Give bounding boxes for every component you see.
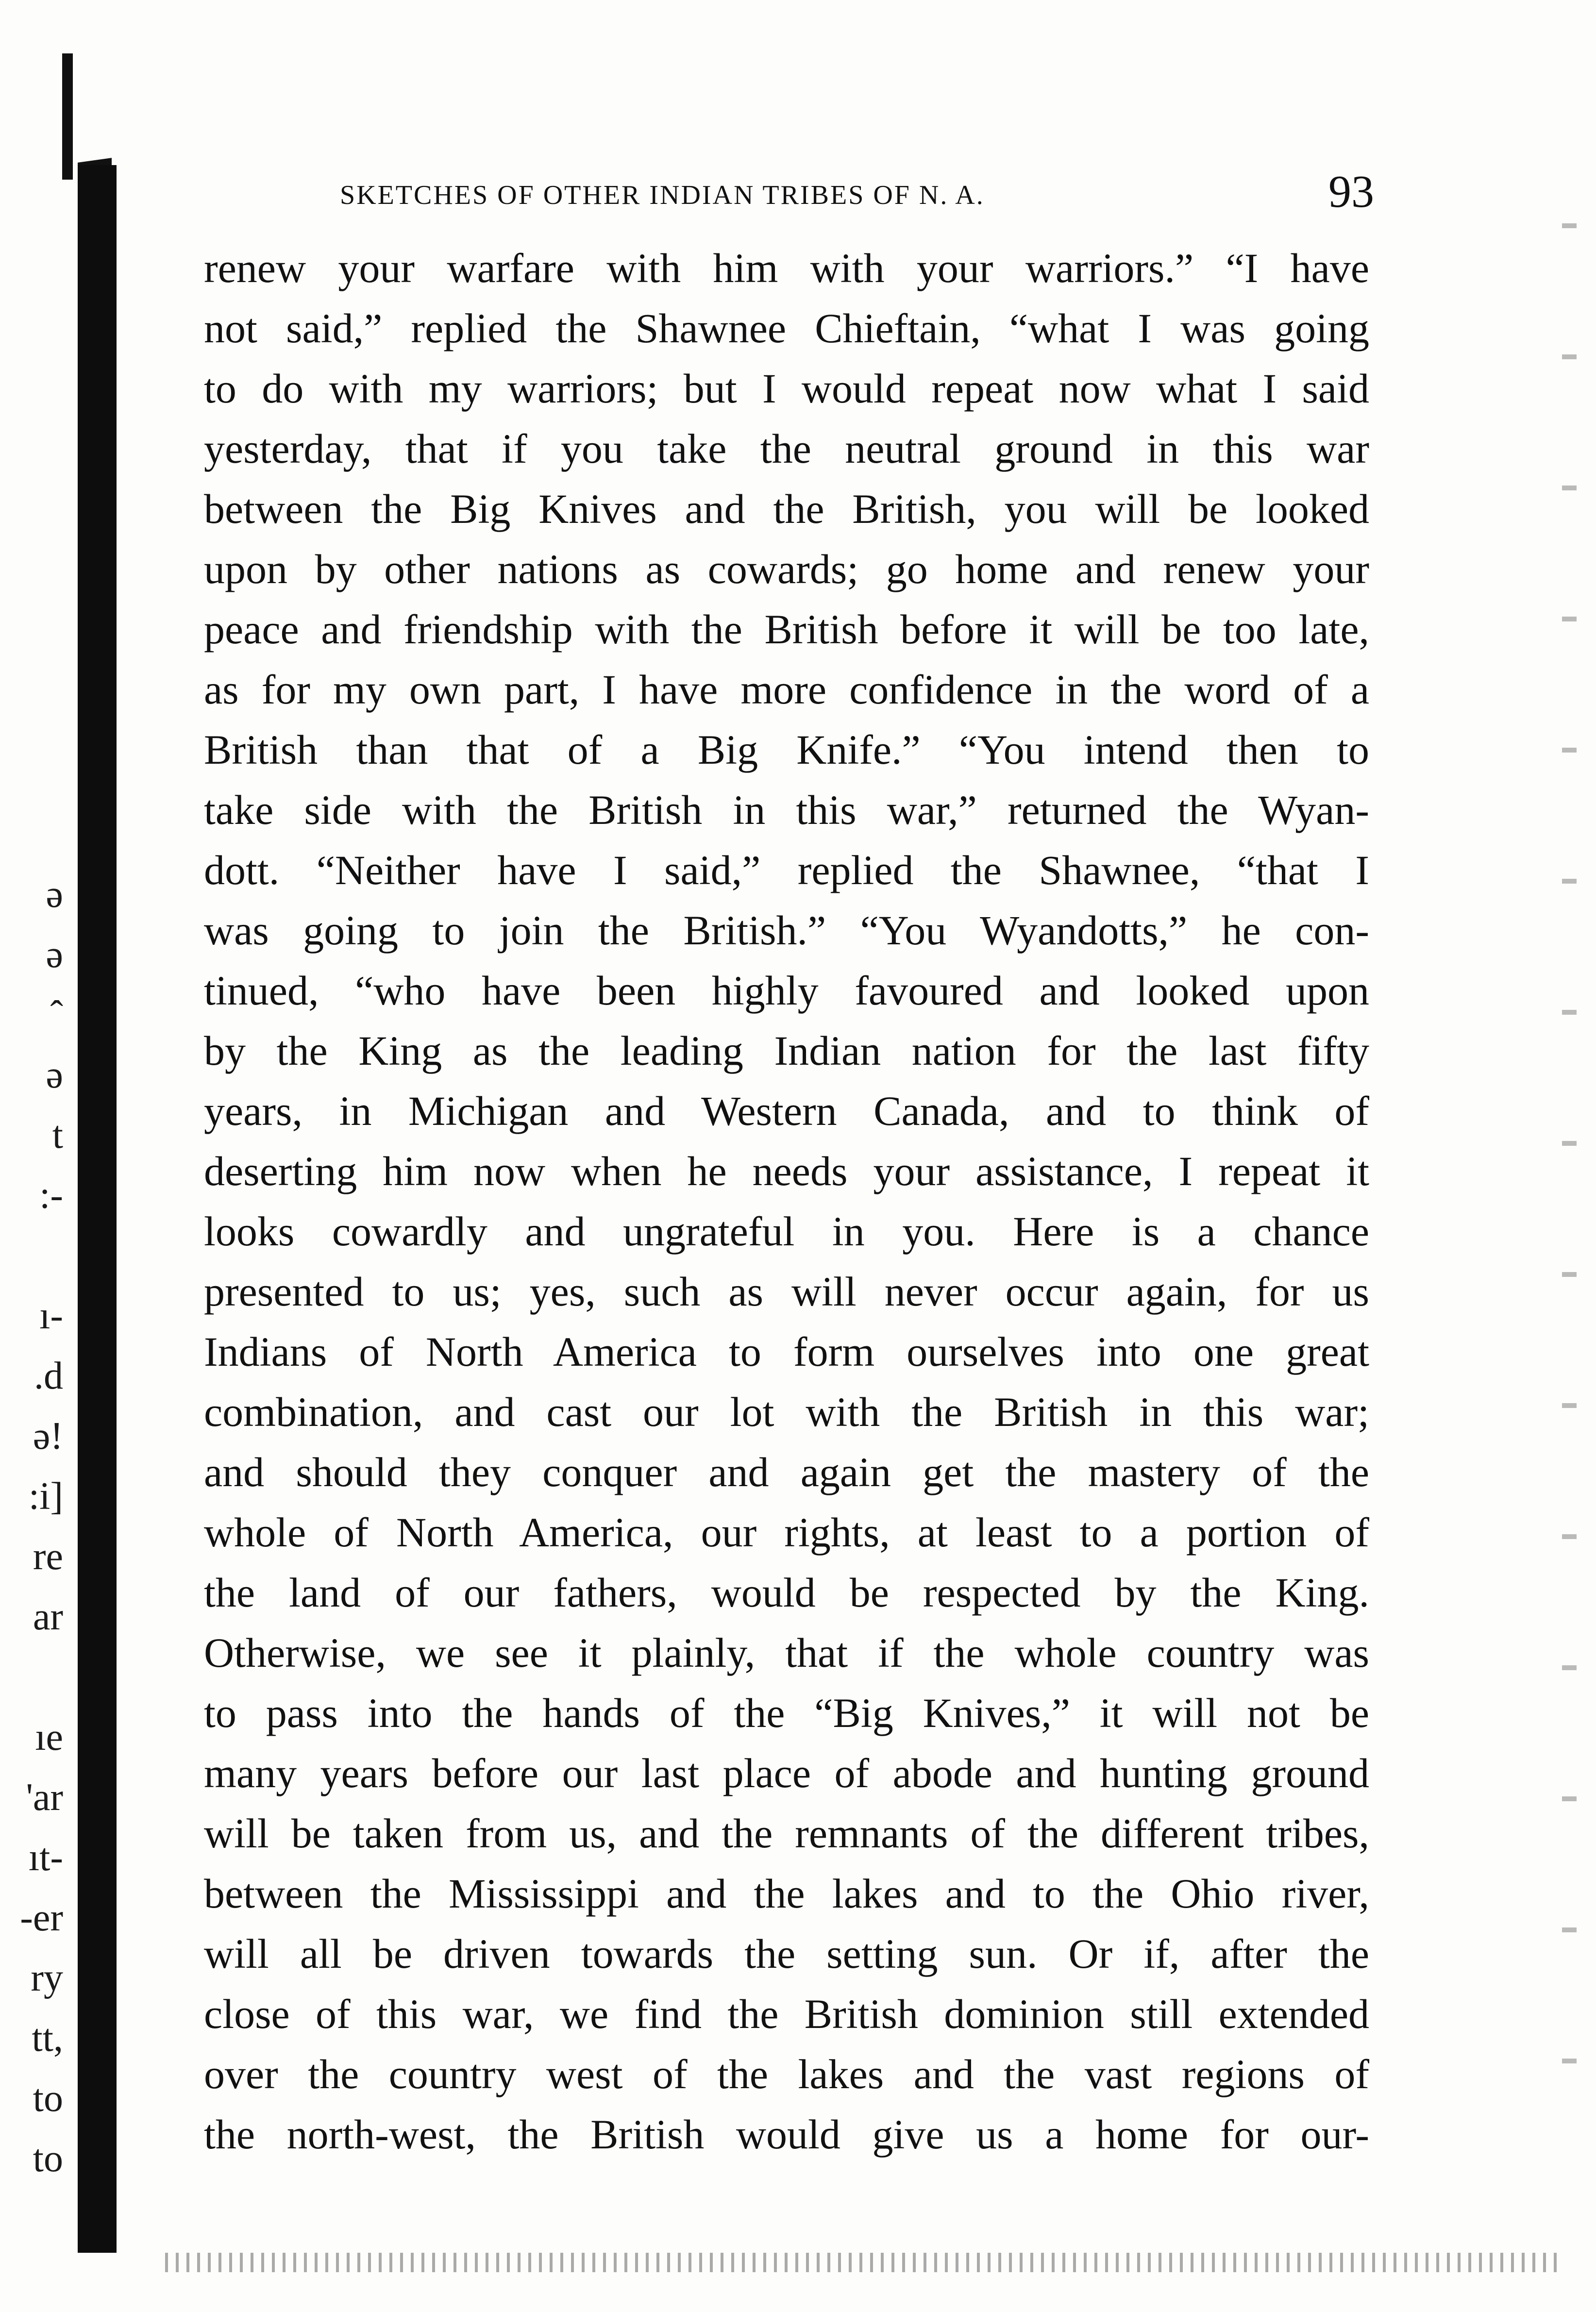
body-text: [204, 238, 1369, 2164]
text-line: over the country west of the lakes and the vast regions of: [204, 2051, 1369, 2097]
bleed-fragment: ı-: [39, 1294, 63, 1337]
text-line: yesterday, that if you take the neutral ground in this war: [204, 425, 1369, 472]
text-line: deserting him now when he needs your assistance, I repeat it: [204, 1148, 1369, 1194]
text-line: will all be driven towards the setting sun. Or if, after the: [204, 1930, 1369, 1977]
bleed-fragment: ry: [31, 1957, 63, 1999]
bleed-fragment: [0, 1225, 68, 1286]
bleed-fragment: :-: [39, 1174, 63, 1217]
text-line: and should they conquer and again get the mastery of the: [204, 1449, 1369, 1495]
text-line: the north-west, the British would give us a home for our-: [204, 2111, 1369, 2158]
running-head: SKETCHES OF OTHER INDIAN TRIBES OF N. A.: [340, 180, 985, 210]
text-line: renew your warfare with him with your warriors.” “I have: [204, 245, 1369, 291]
bleed-fragment: to: [33, 2137, 63, 2180]
text-line: years, in Michigan and Western Canada, and to think of: [204, 1088, 1369, 1134]
text-line: looks cowardly and ungrateful in you. Here is a chance: [204, 1208, 1369, 1255]
text-line: take side with the British in this war,” returned the Wyan-: [204, 787, 1369, 833]
page-header: [340, 168, 1374, 216]
text-line: Indians of North America to form ourselves into one great: [204, 1328, 1369, 1375]
bleed-fragment: -er: [20, 1896, 63, 1939]
text-line: will be taken from us, and the remnants of the different tribes,: [204, 1810, 1369, 1857]
bleed-fragment: ˆ: [50, 993, 63, 1036]
bleed-fragment: 'ar: [26, 1776, 63, 1819]
text-line: many years before our last place of abode and hunting ground: [204, 1750, 1369, 1796]
bleed-fragment: ıt-: [28, 1836, 63, 1879]
text-line: to do with my warriors; but I would repeat now what I said: [204, 365, 1369, 412]
text-line: tinued, “who have been highly favoured and looked upon: [204, 967, 1369, 1014]
bleed-fragment: tt,: [32, 2017, 63, 2060]
bleed-fragment: re: [33, 1535, 63, 1578]
text-line: peace and friendship with the British before it will be too late,: [204, 606, 1369, 653]
scan-noise-bottom: [165, 2253, 1563, 2272]
text-line: was going to join the British.” “You Wyandotts,” he con-: [204, 907, 1369, 954]
text-line: combination, and cast our lot with the British in this war;: [204, 1389, 1369, 1435]
bleed-fragment: [0, 1647, 68, 1707]
text-line: close of this war, we find the British dominion still extended: [204, 1991, 1369, 2037]
bleed-fragment: ıe: [35, 1716, 63, 1759]
text-line: presented to us; yes, such as will never occur again, for us: [204, 1268, 1369, 1315]
text-line: by the King as the leading Indian nation for the last fifty: [204, 1027, 1369, 1074]
bleed-fragment: ə: [46, 933, 63, 976]
bleed-fragment: to: [33, 2077, 63, 2120]
text-line: the land of our fathers, would be respected by the King.: [204, 1569, 1369, 1616]
bleed-fragment: :i]: [28, 1475, 63, 1518]
gutter-shadow: [78, 165, 117, 2253]
text-line: to pass into the hands of the “Big Knives,” it will not be: [204, 1690, 1369, 1736]
text-line: as for my own part, I have more confidence in the word of a: [204, 666, 1369, 713]
text-line: British than that of a Big Knife.” “You intend then to: [204, 726, 1369, 773]
text-line: not said,” replied the Shawnee Chieftain, “what I was going: [204, 305, 1369, 352]
text-line: upon by other nations as cowards; go home and renew your: [204, 546, 1369, 592]
adjacent-page-bleed-through: [0, 864, 68, 2189]
bleed-fragment: .d: [34, 1355, 63, 1397]
gutter-shadow-top: [62, 53, 73, 180]
bleed-fragment: ə: [46, 873, 63, 916]
bleed-fragment: ə!: [33, 1415, 63, 1458]
text-line: Otherwise, we see it plainly, that if the whole country was: [204, 1629, 1369, 1676]
page-number: 93: [1328, 167, 1374, 217]
text-line: whole of North America, our rights, at least to a portion of: [204, 1509, 1369, 1556]
bleed-fragment: t: [52, 1114, 63, 1156]
text-line: dott. “Neither have I said,” replied the Shawnee, “that I: [204, 847, 1369, 893]
scan-specks-right: [1562, 97, 1577, 2088]
bleed-fragment: ə: [46, 1054, 63, 1096]
text-line: between the Mississippi and the lakes and to the Ohio river,: [204, 1870, 1369, 1917]
text-line: between the Big Knives and the British, you will be looked: [204, 486, 1369, 532]
bleed-fragment: ar: [33, 1595, 63, 1638]
